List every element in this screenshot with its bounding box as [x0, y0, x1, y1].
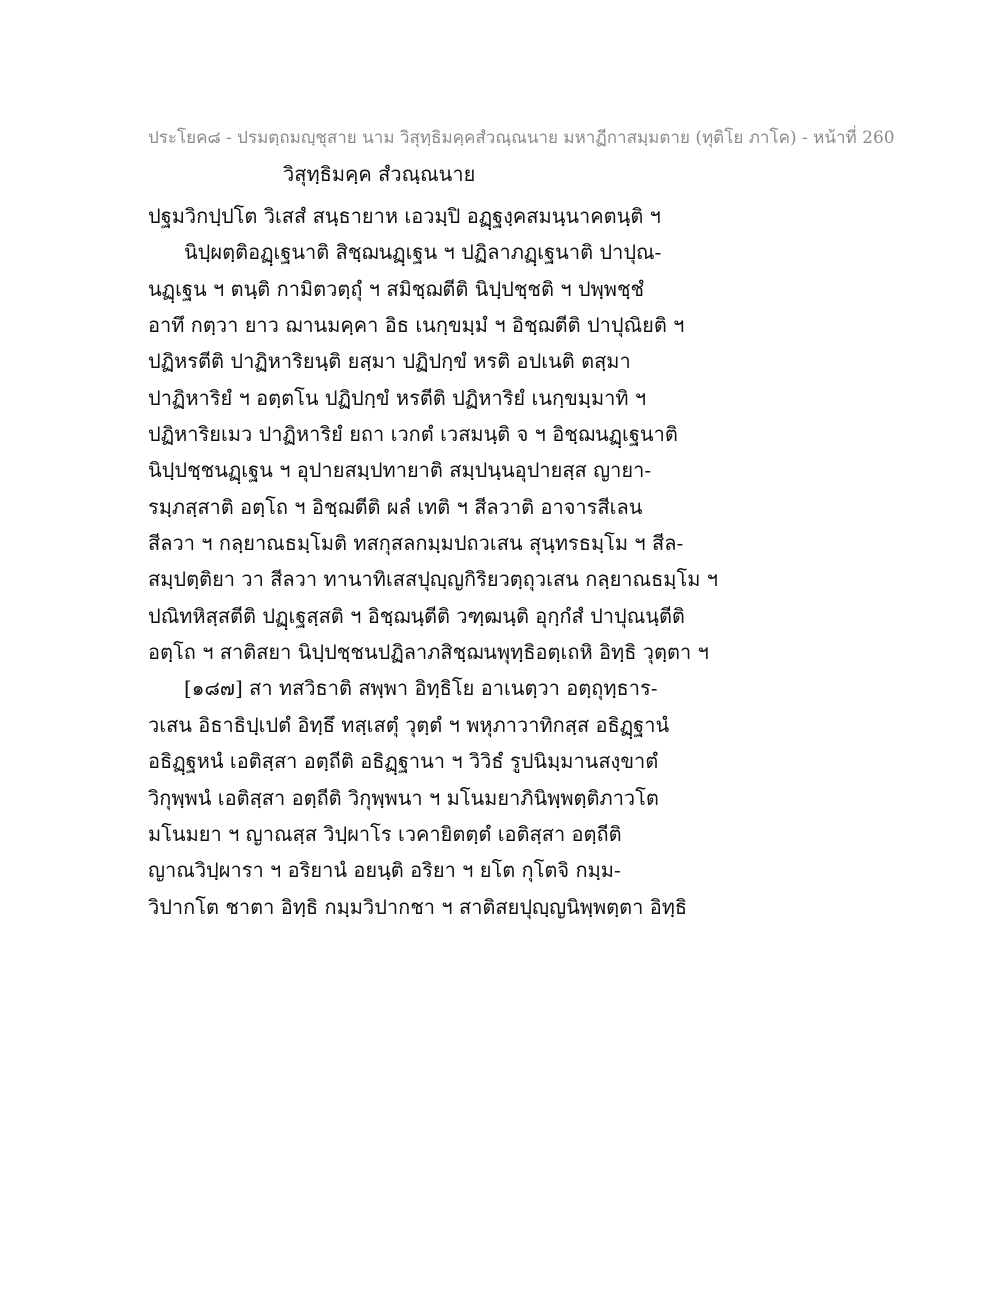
text-line: วิกุพฺพนํ เอติสฺสา อตฺถีติ วิกุพฺพนา ฯ มโนมยาภินิพฺพตฺติภาวโต	[148, 785, 659, 810]
text-line: รมฺภสฺสาติ อตฺโถ ฯ อิชฺฌตีติ ผลํ เทติ ฯ สีลวาติ อาจารสีเลน	[148, 494, 643, 519]
text-line: วิปากโต ชาตา อิทฺธิ กมฺมวิปากชา ฯ สาติสยปุญฺญนิพฺพตฺตา อิทฺธิ	[148, 894, 688, 919]
text-line: อาทึ กตฺวา ยาว ฌานมคฺคา อิธ เนกฺขมฺมํ ฯ อิชฺฌตีติ ปาปุณิยติ ฯ	[148, 313, 685, 338]
text-line: นิปฺผตฺติอฏฺเฐนาติ สิชฺฌนฏฺเฐน ฯ ปฏิลาภฏฺเฐนาติ ปาปุณ-	[184, 240, 662, 265]
running-header: ประโยค๘ - ปรมตฺถมญฺชุสาย นาม วิสุทฺธิมคฺคสํวณฺณนาย มหาฏีกาสมฺมตาย (ทุติโย ภาโค) - หน้าที่ 260	[148, 128, 895, 148]
text-line: [๑๘๗] สา ทสวิธาติ สพฺพา อิทฺธิโย อาเนตฺวา อตฺถุทฺธาร-	[184, 676, 658, 701]
text-line: อตฺโถ ฯ สาติสยา นิปฺปชฺชนปฏิลาภสิชฺฌนพุทฺธิอตฺเถหิ อิทฺธิ วุตฺตา ฯ	[148, 640, 709, 665]
section-title: วิสุทฺธิมคฺค สํวณฺณนาย	[283, 162, 476, 186]
text-line: วเสน อิธาธิปฺเปตํ อิทฺธึ ทสฺเสตุํ วุตฺตํ ฯ พหุภาวาทิกสฺส อธิฏฺฐานํ	[148, 712, 670, 737]
text-line: สมฺปตฺติยา วา สีลวา ทานาทิเสสปุญฺญกิริยวตฺถุวเสน กลฺยาณธมฺโม ฯ	[148, 567, 718, 592]
text-line: ปาฏิหาริยํ ฯ อตฺตโน ปฏิปกฺขํ หรตีติ ปฏิหาริยํ เนกฺขมฺมาทิ ฯ	[148, 385, 647, 410]
text-line: ปณิทหิสฺสตีติ ปฏฺเฐสฺสติ ฯ อิชฺฌนฺตีติ วฑฺฒนฺติ อุกฺกํสํ ปาปุณนฺตีติ	[148, 603, 685, 628]
text-line: ปฏิหาริยเมว ปาฏิหาริยํ ยถา เวกตํ เวสมนฺติ จ ฯ อิชฺฌนฏฺเฐนาติ	[148, 422, 678, 447]
body-text	[148, 198, 848, 925]
text-line: ญาณวิปฺผารา ฯ อริยานํ อยนฺติ อริยา ฯ ยโต กุโตจิ กมฺม-	[148, 858, 621, 883]
text-line: นิปฺปชฺชนฏฺเฐน ฯ อุปายสมฺปทายาติ สมฺปนฺนอุปายสฺส ญายา-	[148, 458, 652, 483]
text-line: อธิฏฺฐหนํ เอติสฺสา อตฺถีติ อธิฏฺฐานา ฯ วิวิธํ รูปนิมฺมานสงฺขาตํ	[148, 749, 659, 774]
text-line: สีลวา ฯ กลฺยาณธมฺโมติ ทสกุสลกมฺมปถวเสน สุนฺทรธมฺโม ฯ สีล-	[148, 531, 684, 556]
text-line: นฏฺเฐน ฯ ตนฺติ กามิตวตฺถุํ ฯ สมิชฺฌตีติ นิปฺปชฺชติ ฯ ปพฺพชฺชํ	[148, 276, 645, 301]
text-line: ปฏิหรตีติ ปาฏิหาริยนฺติ ยสฺมา ปฏิปกฺขํ หรติ อปเนติ ตสฺมา	[148, 349, 631, 374]
text-line: ปฐมวิกปฺปโต วิเสสํ สนฺธายาห เอวมฺปิ อฏฺฐงฺคสมนฺนาคตนฺติ ฯ	[148, 204, 661, 228]
text-line: มโนมยา ฯ ญาณสฺส วิปฺผาโร เวคายิตตฺตํ เอติสฺสา อตฺถีติ	[148, 821, 622, 846]
